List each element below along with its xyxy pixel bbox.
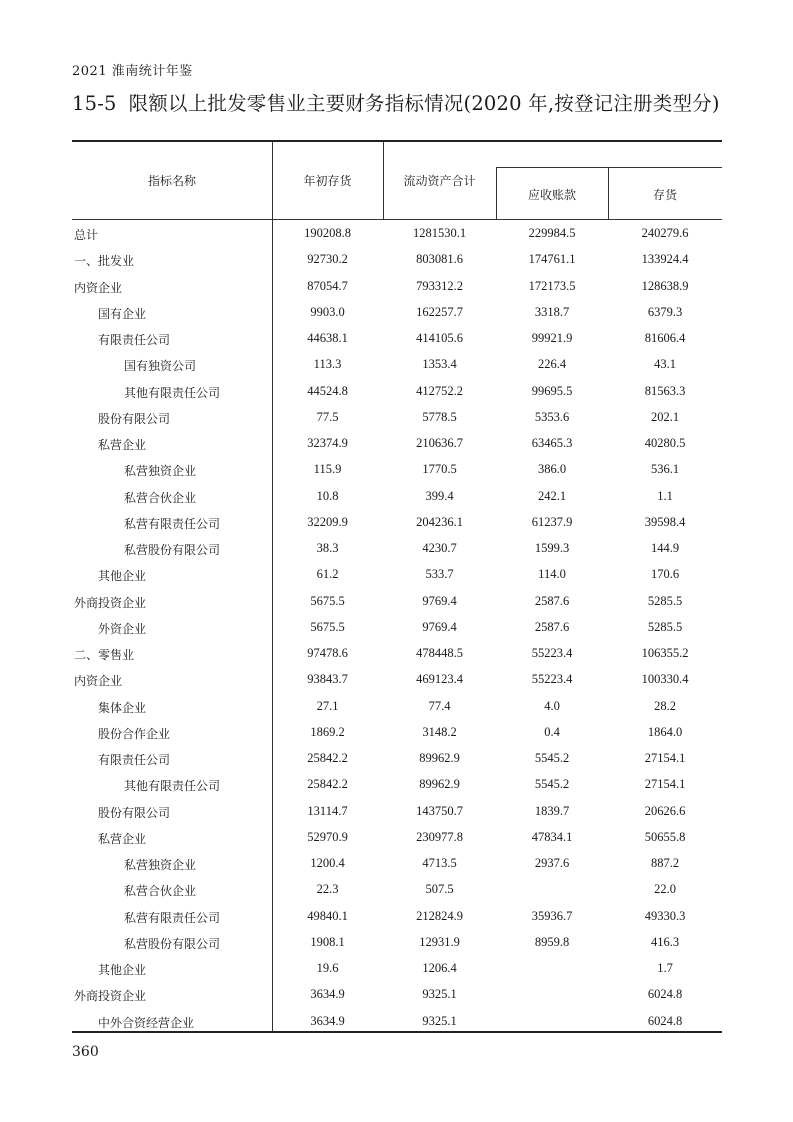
cell-inventory: 6024.8	[647, 987, 683, 1002]
cell-accounts-receivable: 63465.3	[531, 436, 573, 450]
cell-inventory: 5285.5	[647, 593, 683, 608]
cell-current-assets: 1353.4	[422, 357, 457, 372]
cell-current-assets: 1281530.1	[412, 226, 467, 240]
cell-opening-inventory: 1869.2	[310, 724, 345, 739]
cell-current-assets: 212824.9	[416, 908, 463, 923]
table-bottom-rule	[72, 1031, 722, 1033]
cell-inventory: 6024.8	[647, 1013, 683, 1028]
column-header-indicator: 指标名称	[147, 174, 196, 188]
row-label: 私营有限责任公司	[124, 516, 221, 531]
row-label: 中外合资经营企业	[98, 1015, 195, 1030]
table-row	[72, 248, 722, 274]
cell-current-assets: 230977.8	[416, 829, 463, 844]
cell-current-assets: 533.7	[425, 567, 454, 582]
cell-current-assets: 9769.4	[422, 619, 457, 634]
table-row	[72, 773, 722, 799]
cell-current-assets: 1770.5	[422, 462, 457, 477]
cell-accounts-receivable: 386.0	[537, 462, 567, 477]
cell-current-assets: 469123.4	[416, 672, 463, 687]
cell-current-assets: 478448.5	[416, 646, 463, 660]
row-label: 外资企业	[98, 621, 147, 636]
cell-inventory: 6379.3	[647, 304, 683, 319]
cell-inventory: 1864.0	[647, 724, 683, 739]
cell-inventory: 50655.8	[644, 829, 686, 844]
cell-inventory: 240279.6	[641, 226, 689, 240]
cell-current-assets: 9769.4	[422, 593, 457, 608]
cell-inventory: 416.3	[650, 934, 680, 949]
cell-accounts-receivable: 55223.4	[531, 646, 573, 660]
cell-current-assets: 9325.1	[422, 987, 457, 1002]
cell-inventory: 39598.4	[644, 514, 686, 529]
cell-opening-inventory: 87054.7	[307, 278, 348, 293]
cell-accounts-receivable: 2587.6	[534, 619, 570, 634]
cell-accounts-receivable: 242.1	[537, 488, 567, 503]
cell-current-assets: 89962.9	[419, 777, 460, 792]
cell-current-assets: 77.4	[428, 698, 451, 713]
row-label: 私营独资企业	[124, 858, 197, 872]
cell-opening-inventory: 113.3	[313, 357, 342, 372]
cell-current-assets: 9325.1	[422, 1013, 457, 1028]
cell-opening-inventory: 5675.5	[310, 593, 345, 608]
cell-opening-inventory: 44524.8	[307, 383, 348, 398]
cell-accounts-receivable: 61237.9	[531, 514, 573, 529]
cell-inventory: 22.0	[654, 882, 676, 897]
table-row	[72, 301, 722, 327]
cell-accounts-receivable: 8959.8	[534, 934, 570, 949]
table-title-text: 限额以上批发零售业主要财务指标情况(2020 年,按登记注册类型分)	[128, 92, 720, 115]
cell-current-assets: 3148.2	[422, 724, 457, 739]
row-label: 二、零售业	[74, 648, 135, 662]
row-label: 外商投资企业	[74, 595, 147, 610]
table-row	[72, 563, 722, 589]
cell-opening-inventory: 3634.9	[310, 1013, 345, 1028]
cell-current-assets: 143750.7	[416, 803, 463, 818]
table-row	[72, 432, 722, 458]
cell-current-assets: 414105.6	[416, 331, 463, 345]
row-label: 其他企业	[98, 569, 147, 584]
cell-opening-inventory: 93843.7	[307, 672, 348, 687]
cell-inventory: 27154.1	[644, 777, 686, 792]
cell-inventory: 81606.4	[644, 331, 686, 345]
cell-accounts-receivable: 2937.6	[534, 856, 570, 870]
cell-current-assets: 162257.7	[416, 304, 463, 319]
cell-inventory: 43.1	[654, 357, 676, 372]
row-label: 集体企业	[98, 700, 147, 715]
cell-inventory: 202.1	[650, 409, 680, 424]
cell-current-assets: 412752.2	[416, 383, 463, 398]
cell-opening-inventory: 25842.2	[307, 777, 348, 792]
table-row	[72, 668, 722, 694]
cell-current-assets: 4230.7	[422, 541, 457, 555]
cell-opening-inventory: 77.5	[316, 409, 339, 424]
row-label: 总计	[74, 228, 99, 242]
cell-accounts-receivable: 1599.3	[534, 541, 570, 555]
cell-inventory: 49330.3	[644, 908, 686, 923]
table-row	[72, 826, 722, 852]
cell-accounts-receivable: 99695.5	[531, 383, 573, 398]
cell-accounts-receivable: 5353.6	[534, 409, 570, 424]
cell-inventory: 887.2	[650, 856, 680, 870]
table-number: 15-5	[72, 92, 117, 115]
cell-inventory: 27154.1	[644, 751, 686, 765]
row-label: 一、批发业	[74, 254, 135, 269]
cell-opening-inventory: 22.3	[316, 882, 339, 897]
cell-inventory: 536.1	[650, 462, 680, 477]
cell-accounts-receivable: 2587.6	[534, 593, 570, 608]
cell-opening-inventory: 44638.1	[307, 331, 348, 345]
table-row	[72, 380, 722, 406]
table-row	[72, 800, 722, 826]
table-row	[72, 485, 722, 511]
cell-current-assets: 4713.5	[422, 856, 457, 870]
row-label: 国有独资公司	[124, 359, 197, 374]
cell-current-assets: 1206.4	[422, 961, 457, 975]
cell-accounts-receivable: 172173.5	[528, 278, 576, 293]
cell-opening-inventory: 1200.4	[310, 856, 345, 870]
table-title	[72, 88, 720, 116]
row-label: 内资企业	[74, 280, 123, 295]
row-label: 其他有限责任公司	[124, 779, 221, 794]
table-row	[72, 747, 722, 773]
row-label: 股份合作企业	[98, 726, 171, 741]
cell-opening-inventory: 32374.9	[307, 436, 348, 450]
row-label: 有限责任公司	[98, 753, 171, 767]
cell-inventory: 170.6	[650, 567, 680, 582]
table-row	[72, 957, 722, 983]
cell-opening-inventory: 19.6	[316, 961, 339, 975]
row-label: 私营股份有限公司	[124, 543, 221, 557]
table-row	[72, 931, 722, 957]
table-row	[72, 511, 722, 537]
cell-accounts-receivable: 5545.2	[534, 751, 570, 765]
subheader-rule	[496, 167, 722, 168]
cell-accounts-receivable: 35936.7	[531, 908, 573, 923]
cell-opening-inventory: 27.1	[316, 698, 339, 713]
cell-accounts-receivable: 0.4	[544, 724, 560, 739]
table-row	[72, 852, 722, 878]
row-label: 其他企业	[98, 963, 147, 977]
table-row	[72, 983, 722, 1009]
cell-opening-inventory: 190208.8	[304, 226, 351, 240]
cell-inventory: 5285.5	[647, 619, 683, 634]
cell-opening-inventory: 13114.7	[307, 803, 348, 818]
cell-accounts-receivable: 3318.7	[534, 304, 570, 319]
row-label: 其他有限责任公司	[124, 385, 221, 400]
cell-current-assets: 793312.2	[416, 278, 463, 293]
cell-current-assets: 5778.5	[422, 409, 457, 424]
cell-accounts-receivable: 55223.4	[531, 672, 573, 687]
cell-opening-inventory: 9903.0	[310, 304, 345, 319]
cell-accounts-receivable: 114.0	[538, 567, 566, 582]
table-top-rule	[72, 140, 722, 142]
row-label: 私营股份有限公司	[124, 936, 221, 951]
column-header-inventory: 存货	[652, 188, 677, 202]
cell-opening-inventory: 10.8	[316, 488, 339, 503]
cell-accounts-receivable: 5545.2	[534, 777, 570, 792]
row-label: 私营企业	[98, 831, 147, 846]
table-row	[72, 353, 722, 379]
cell-opening-inventory: 32209.9	[307, 514, 348, 529]
table-row	[72, 275, 722, 301]
table-row	[72, 616, 722, 642]
cell-current-assets: 12931.9	[419, 934, 460, 949]
cell-inventory: 106355.2	[641, 646, 689, 660]
row-label: 股份有限公司	[98, 805, 171, 820]
cell-opening-inventory: 52970.9	[307, 829, 348, 844]
cell-accounts-receivable: 4.0	[544, 698, 560, 713]
table-row	[72, 721, 722, 747]
cell-opening-inventory: 97478.6	[307, 646, 348, 660]
row-label: 有限责任公司	[98, 333, 171, 347]
row-label: 国有企业	[98, 306, 147, 321]
table-row	[72, 695, 722, 721]
table-row	[72, 537, 722, 563]
cell-accounts-receivable: 99921.9	[531, 331, 573, 345]
table-row	[72, 458, 722, 484]
row-label: 私营合伙企业	[124, 884, 197, 899]
cell-opening-inventory: 5675.5	[310, 619, 345, 634]
cell-accounts-receivable: 174761.1	[528, 252, 576, 267]
column-header-current-assets: 流动资产合计	[403, 174, 476, 188]
row-label: 私营有限责任公司	[124, 910, 221, 925]
cell-opening-inventory: 92730.2	[307, 252, 348, 267]
cell-inventory: 1.7	[657, 961, 673, 975]
cell-current-assets: 204236.1	[416, 514, 463, 529]
page-number: 360	[72, 1044, 99, 1060]
cell-accounts-receivable: 1839.7	[534, 803, 570, 818]
cell-inventory: 100330.4	[641, 672, 689, 687]
cell-inventory: 1.1	[657, 488, 673, 503]
cell-opening-inventory: 49840.1	[307, 908, 348, 923]
cell-opening-inventory: 3634.9	[310, 987, 345, 1002]
cell-opening-inventory: 1908.1	[310, 934, 345, 949]
cell-current-assets: 803081.6	[416, 252, 463, 267]
cell-current-assets: 210636.7	[416, 436, 463, 450]
cell-accounts-receivable: 229984.5	[528, 226, 576, 240]
table-row	[72, 878, 722, 904]
row-label: 股份有限公司	[98, 411, 171, 426]
cell-current-assets: 399.4	[425, 488, 454, 503]
row-label: 私营企业	[98, 438, 147, 452]
cell-inventory: 128638.9	[641, 278, 689, 293]
cell-opening-inventory: 25842.2	[307, 751, 348, 765]
cell-inventory: 20626.6	[644, 803, 686, 818]
row-label: 私营独资企业	[124, 464, 197, 479]
cell-inventory: 28.2	[654, 698, 676, 713]
cell-opening-inventory: 115.9	[313, 462, 342, 477]
row-label: 内资企业	[74, 674, 123, 689]
cell-current-assets: 89962.9	[419, 751, 460, 765]
table-row	[72, 642, 722, 668]
cell-current-assets: 507.5	[425, 882, 454, 897]
table-row	[72, 905, 722, 931]
table-row	[72, 327, 722, 353]
row-label: 外商投资企业	[74, 989, 147, 1004]
column-header-accounts-receivable: 应收账款	[527, 188, 576, 202]
cell-inventory: 40280.5	[644, 436, 686, 450]
cell-opening-inventory: 61.2	[316, 567, 339, 582]
table-row	[72, 590, 722, 616]
table-row	[72, 222, 722, 248]
header-bottom-rule	[72, 219, 722, 220]
cell-accounts-receivable: 47834.1	[531, 829, 573, 844]
book-title: 2021 淮南统计年鉴	[72, 64, 193, 79]
row-label: 私营合伙企业	[124, 490, 197, 505]
column-header-opening-inventory: 年初存货	[303, 174, 352, 188]
cell-opening-inventory: 38.3	[316, 541, 339, 555]
cell-inventory: 133924.4	[641, 252, 689, 267]
cell-inventory: 144.9	[650, 541, 680, 555]
table-row	[72, 406, 722, 432]
cell-inventory: 81563.3	[644, 383, 686, 398]
cell-accounts-receivable: 226.4	[537, 357, 567, 372]
